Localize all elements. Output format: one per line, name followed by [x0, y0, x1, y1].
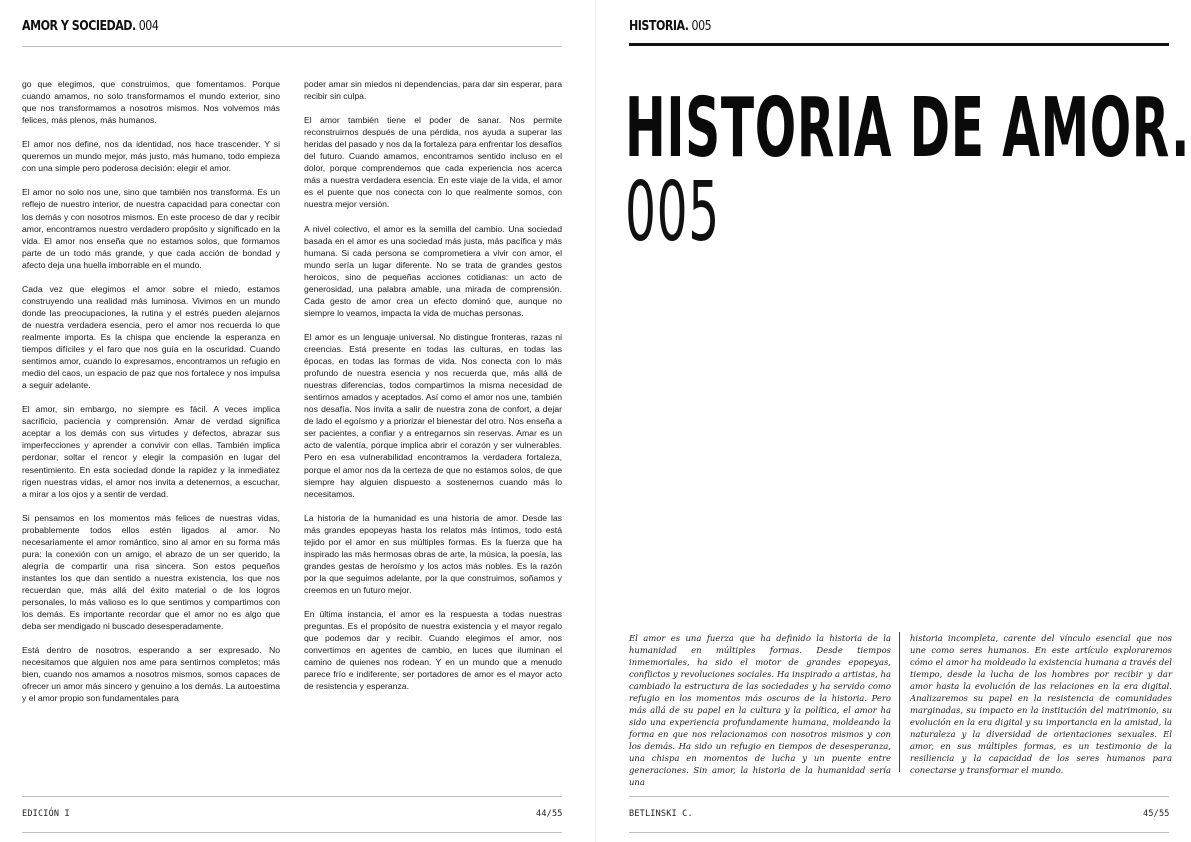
title-line: HISTORIA DE AMOR. [625, 81, 1191, 176]
body-column-2 [304, 78, 562, 704]
paragraph: Está dentro de nosotros, esperando a ser expresado. No necesitamos que alguien nos ame para sentirnos completos; más bien, cuando nos amamos a nosotros mismos, somos capaces de ofrecer un amor más sincero y genuino a los demás. La autoestima y el amor propio son fundamentales para [22, 645, 280, 704]
header-rule [629, 43, 1169, 46]
paragraph: A nivel colectivo, el amor es la semilla del cambio. Una sociedad basada en el amor es una sociedad más justa, más pacífica y más humana. Si cada persona se comprometiera a vivir con amor, el mundo sería un lugar diferente. No se trata de grandes gestos heroicos, sino de pequeñas acciones cotidianas: un acto de generosidad, una palabra amable, una mirada de comprensión. Cada gesto de amor crea un efecto dominó que, aunque no siempre lo veamos, impacta la vida de muchas personas. [304, 223, 562, 318]
footer-rule-top [22, 796, 562, 797]
paragraph: La historia de la humanidad es una historia de amor. Desde las más grandes epopeyas hasta los relatos más íntimos, todo está tejido por el amor en sus múltiples formas. Es la fuerza que ha inspirado las más hermosas obras de arte, la música, la poesía, las grandes gestas de heroísmo y los actos más nobles. Es la razón por la que seguimos adelante, por la que construimos, soñamos y creemos en un futuro mejor. [304, 512, 562, 595]
footer-rule-bottom [629, 832, 1169, 833]
page-number: 44/55 [536, 809, 563, 819]
paragraph: El amor, sin embargo, no siempre es fácil. A veces implica sacrificio, paciencia y comprensión. Amar de verdad significa aceptar a los demás con sus virtudes y defectos, abrazar sus imperfecciones y aprender a convivir con ellas. También implica perdonar, soltar el rencor y elegir la compasión en lugar del resentimiento. En esta sociedad donde la rapidez y la inmediatez rigen nuestras vidas, el amor nos invita a detenernos, a escuchar, a mirar a los ojos y a sentir de verdad. [22, 404, 280, 499]
paragraph: El amor no solo nos une, sino que también nos transforma. Es un reflejo de nuestro interior, de nuestra capacidad para conectar con los demás y con nosotros mismos. En este proceso de dar y recibir amor, encontramos nuestro verdadero propósito y significado en la vida. El amor nos enseña que no estamos solos, que formamos parte de un todo más grande, y que cada acción de bondad y afecto deja una huella imborrable en el mundo. [22, 187, 280, 270]
paragraph: El amor es un lenguaje universal. No distingue fronteras, razas ni creencias. Está presente en todas las culturas, en todas las épocas, en todas las formas de vida. Nos conecta con lo más profundo de nuestra esencia y nos recuerda que, más allá de nuestras diferencias, todos compartimos la misma necesidad de sentirnos amados y aceptados. Así como el amor nos une, también nos desafía. Nos invita a salir de nuestra zona de confort, a dejar de lado el egoísmo y a priorizar el bienestar del otro. Nos enseña a ser pacientes, a confiar y a entregarnos sin reservas. Amar es un acto de valentía, porque implica abrir el corazón y ser vulnerables. Pero en esa vulnerabilidad encontramos la verdadera fortaleza, porque el amor nos da la certeza de que no estamos solos, de que siempre hay alguien dispuesto a sostenernos cuando más lo necesitamos. [304, 331, 562, 499]
intro-divider [899, 632, 900, 772]
intro-column-2: historia incompleta, carente del vínculo esencial que nos une como seres humanos. En este artículo exploraremos cómo el amor ha moldeado la existencia humana a través del tiempo, desde la lucha de los hombres por recibir y dar amor hasta la evolución de las relaciones en la era digital. Analizaremos su papel en la resistencia de comunidades marginadas, su impacto en la institución del matrimonio, su evolución en la era digital y su importancia en la amistad, la naturaleza y la diversidad de orientaciones sexuales. El amor, en sus múltiples formas, es un testimonio de la resiliencia y la capacidad de los seres humanos para conectarse y transformar el mundo. [910, 633, 1172, 775]
running-head [22, 18, 158, 34]
body-column-1 [22, 78, 280, 716]
section-label: HISTORIA. [629, 18, 689, 34]
paragraph: poder amar sin miedos ni dependencias, para dar sin esperar, para recibir sin culpa. [304, 79, 562, 102]
paragraph: El amor nos define, nos da identidad, nos hace trascender. Y si queremos un mundo mejor, más justo, más humano, todo empieza con una simple pero poderosa decisión: elegir el amor. [22, 139, 280, 174]
section-label: AMOR Y SOCIEDAD. [22, 18, 136, 34]
page-number: 45/55 [1143, 809, 1170, 819]
title-number: 005 [625, 165, 720, 260]
header-rule [22, 46, 562, 47]
author-label: BETLINSKI C. [629, 809, 693, 819]
paragraph: En última instancia, el amor es la respuesta a todas nuestras preguntas. Es el propósito de nuestra existencia y el mayor regalo que podemos dar y recibir. Cuando elegimos el amor, nos convertimos en agentes de cambio, en luces que iluminan el camino de quienes nos rodean. Y en un mundo que a menudo parece frío e indiferente, ser portadores de amor es el mayor acto de resistencia y esperanza. [304, 609, 562, 692]
edition-label: EDICIÓN I [22, 809, 70, 819]
footer-rule-bottom [22, 832, 562, 833]
section-number: 005 [691, 18, 712, 34]
paragraph: Si pensamos en los momentos más felices de nuestras vidas, probablemente todos ellos estén ligados al amor. No necesariamente el amor romántico, sino al amor en su forma más pura: la conexión con un amigo, el abrazo de un ser querido, la alegría de compartir una risa sincera. Son estos pequeños instantes los que dan sentido a nuestra existencia, los que nos recuerdan que, más allá del éxito material o de los logros personales, lo más valioso es lo que sentimos y compartimos con los demás. Es importante recordar que el amor no es algo que deba ser mendigado ni buscado desesperadamente. [22, 512, 280, 632]
paragraph: Cada vez que elegimos el amor sobre el miedo, estamos construyendo una realidad más luminosa. Vivimos en un mundo donde las preocupaciones, la rutina y el estrés pueden alejarnos de nuestra verdadera esencia, pero el amor nos recuerda lo que realmente importa. Es la chispa que enciende la esperanza en tiempos difíciles y el faro que nos guía en la oscuridad. Cuando sentimos amor, cuando lo expresamos, encontramos un refugio en medio del caos, un espacio de paz que nos fortalece y nos impulsa a seguir adelante. [22, 283, 280, 391]
paragraph: go que elegimos, que construimos, que fomentamos. Porque cuando amamos, no solo transformamos el mundo exterior, sino que nos transformamos a nosotros mismos. Nos volvemos más felices, más plenos, más humanos. [22, 79, 280, 126]
footer-rule-top [629, 796, 1169, 797]
right-page [596, 0, 1191, 842]
article-title [625, 81, 1191, 260]
running-head [629, 18, 711, 34]
section-number: 004 [138, 18, 159, 34]
paragraph: El amor también tiene el poder de sanar. Nos permite reconstruirnos después de una pérdida, nos ayuda a superar las heridas del pasado y nos da la fortaleza para enfrentar los desafíos del futuro. Cuando amamos, encontramos sentido incluso en el dolor, porque comprendemos que cada experiencia nos acerca más a nuestra verdadera esencia. En este viaje de la vida, el amor es el puente que nos conecta con lo que realmente somos, con nuestra mejor versión. [304, 115, 562, 210]
left-page [0, 0, 595, 842]
intro-column-1: El amor es una fuerza que ha definido la historia de la humanidad en múltiples formas. Desde tiempos inmemoriales, ha sido el motor de grandes epopeyas, conflictos y revoluciones sociales. Ha inspirado a artistas, ha cambiado la estructura de las sociedades y ha servido como refugio en los momentos más oscuros de la historia. Pero más allá de su papel en la cultura y la política, el amor ha sido una experiencia profundamente humana, moldeando la forma en que nos relacionamos con nosotros mismos y con los demás. Ha sido un refugio en tiempos de desesperanza, una chispa en momentos de lucha y un puente entre generaciones. Sin amor, la historia de la humanidad sería una [629, 633, 891, 787]
